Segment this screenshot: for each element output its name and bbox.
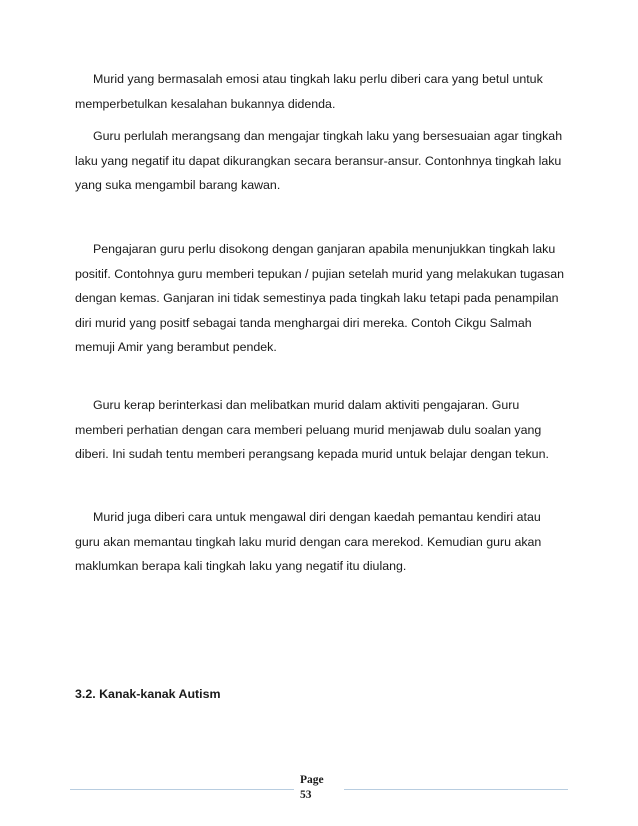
paragraph-1: Murid yang bermasalah emosi atau tingkah laku perlu diberi cara yang betul untuk memperbetulkan kesalahan bukannya didenda. — [75, 72, 543, 111]
section-heading: 3.2. Kanak-kanak Autism — [75, 687, 221, 701]
page-number: 53 — [300, 789, 312, 801]
page-number-block — [300, 773, 342, 803]
paragraph-3: Pengajaran guru perlu disokong dengan ganjaran apabila menunjukkan tingkah laku positif. Contohnya guru memberi tepukan / pujian setelah murid yang melakukan tugasan dengan kemas. Ganjaran ini tidak semestinya pada tingkah laku tetapi pada penampilan diri murid yang positf sebagai tanda menghargai diri mereka. Contoh Cikgu Salmah memuji Amir yang berambut pendek. — [75, 242, 565, 354]
footer-rule-left — [70, 789, 294, 790]
page-label: Page — [300, 774, 324, 786]
paragraph-4: Guru kerap berinterkasi dan melibatkan murid dalam aktiviti pengajaran. Guru memberi perhatian dengan cara memberi peluang murid menjawab dulu soalan yang diberi. Ini sudah tentu memberi perangsang kepada murid untuk belajar dengan tekun. — [75, 398, 549, 461]
footer-rule-right — [344, 789, 568, 790]
paragraph-5: Murid juga diberi cara untuk mengawal diri dengan kaedah pemantau kendiri atau guru akan memantau tingkah laku murid dengan cara merekod. Kemudian guru akan maklumkan berapa kali tingkah laku yang negatif itu diulang. — [75, 510, 542, 573]
paragraph-2: Guru perlulah merangsang dan mengajar tingkah laku yang bersesuaian agar tingkah laku yang negatif itu dapat dikurangkan secara beransur-ansur. Contonhnya tingkah laku yang suka mengambil barang kawan. — [75, 129, 563, 192]
